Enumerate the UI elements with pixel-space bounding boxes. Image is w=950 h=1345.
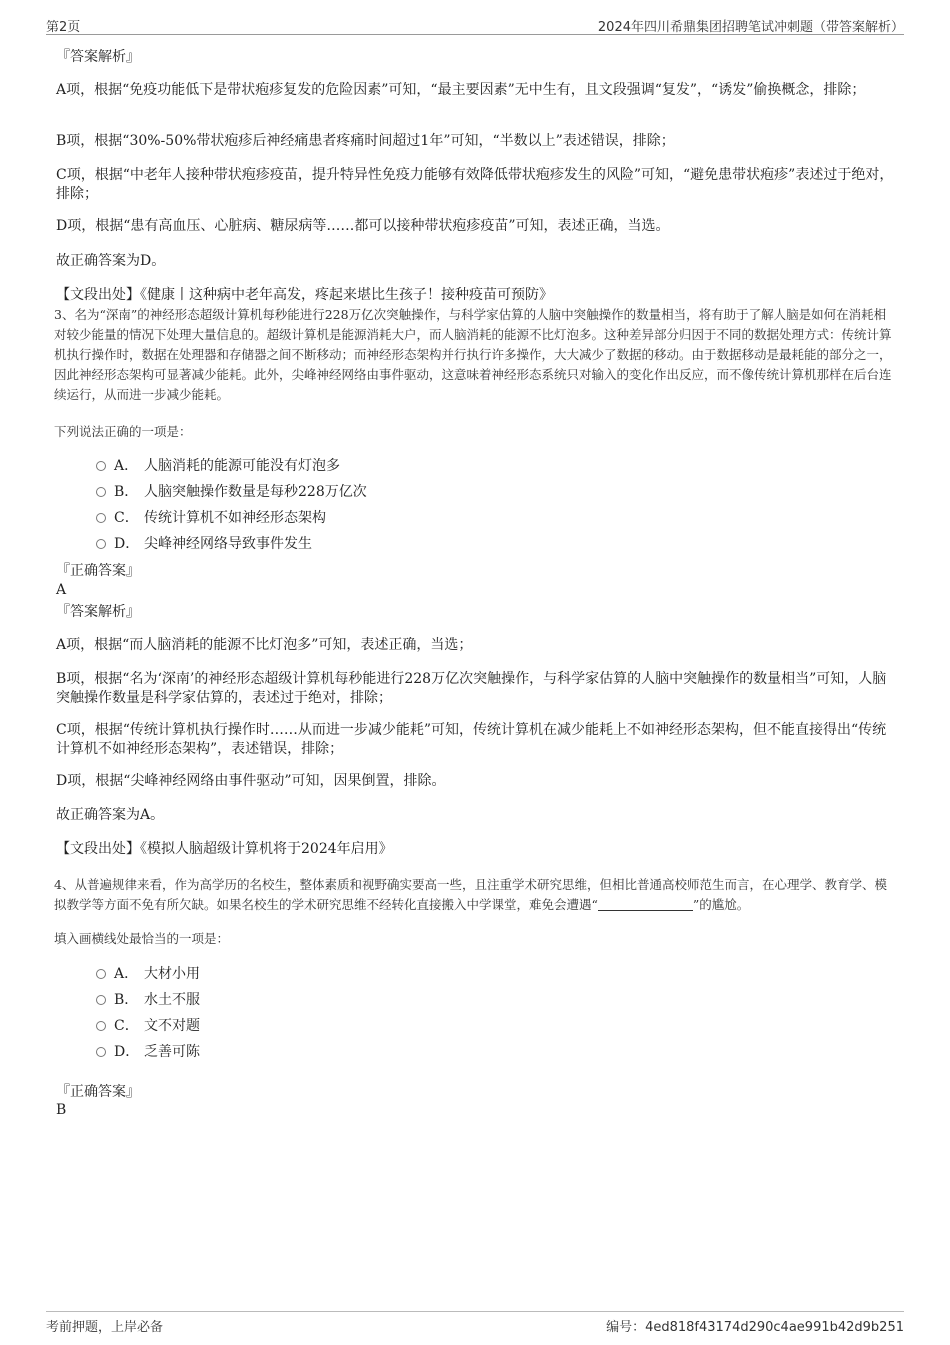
radio-icon[interactable]	[96, 513, 106, 523]
q3-source: 【文段出处】《模拟人脑超级计算机将于2024年启用》	[56, 841, 393, 857]
q3-answer: A	[56, 582, 67, 598]
q3-analysis-c: C项，根据“传统计算机执行操作时……从而进一步减少能耗”可知，传统计算机在减少能耗上不如神经形态架构，但不能直接得出“传统计算机不如神经形态架构”，表述错误，排除；	[56, 722, 887, 757]
radio-icon[interactable]	[96, 539, 106, 549]
q3-option-d[interactable]: D． 尖峰神经网络导致事件发生	[96, 534, 312, 554]
q4-option-a[interactable]: A． 大材小用	[96, 964, 200, 984]
q3-prompt: 下列说法正确的一项是：	[54, 424, 192, 439]
q3-analysis-b: B项，根据“名为‘深南’的神经形态超级计算机每秒能进行228万亿次突触操作，与科学家估算的人脑中突触操作的数量相当”可知，人脑突触操作数量是科学家估算的，表述过于绝对，排除；	[56, 671, 887, 706]
q2-analysis-title: 『答案解析』	[56, 49, 140, 65]
q4-passage: 4、从普遍规律来看，作为高学历的名校生，整体素质和视野确实要高一些，且注重学术研究思维，但相比普通高校师范生而言，在心理学、教育学、模拟教学等方面不免有所欠缺。如果名校生的学术研究思维不经转化直接搬入中学课堂，难免会遭遇“ ”的尴尬。	[54, 877, 887, 912]
q2-analysis-c: C项，根据“中老年人接种带状疱疹疫苗，提升特异性免疫力能够有效降低带状疱疹发生的风险”可知，“避免患带状疱疹”表述过于绝对，排除；	[56, 167, 894, 202]
radio-icon[interactable]	[96, 461, 106, 471]
q4-option-d[interactable]: D． 乏善可陈	[96, 1042, 200, 1062]
q2-analysis-b: B项，根据“30%-50%带状疱疹后神经痛患者疼痛时间超过1年”可知，“半数以上”表述错误，排除；	[56, 133, 675, 149]
q3-analysis-a: A项，根据“而人脑消耗的能源不比灯泡多”可知，表述正确，当选；	[56, 637, 473, 653]
q3-option-c[interactable]: C． 传统计算机不如神经形态架构	[96, 508, 326, 528]
footer-slogan: 考前押题，上岸必备	[46, 1320, 164, 1335]
q3-analysis-d: D项，根据“尖峰神经网络由事件驱动”可知，因果倒置，排除。	[56, 773, 446, 789]
q3-passage: 3、名为“深南”的神经形态超级计算机每秒能进行228万亿次突触操作，与科学家估算的人脑中突触操作的数量相当，将有助于了解人脑是如何在消耗相对较少能量的情况下处理大量信息的。超级计算机是能源消耗大户，而人脑消耗的能源不比灯泡多。这种差异部分归因于不同的数据处理方式：传统计算机执行操作时，数据在处理器和存储器之间不断移动；而神经形态架构并行执行许多操作，大大减少了数据的移动。由于数据移动是最耗能的部分之一，因此神经形态架构可显著减少能耗。此外，尖峰神经网络由事件驱动，这意味着神经形态系统只对输入的变化作出反应，而不像传统计算机那样在后台连续运行，从而进一步减少能耗。	[54, 307, 892, 402]
q4-prompt: 填入画横线处最恰当的一项是：	[54, 931, 230, 946]
q2-analysis-a: A项，根据“免疫功能低下是带状疱疹复发的危险因素”可知，“最主要因素”无中生有，且文段强调“复发”，“诱发”偷换概念，排除；	[56, 82, 866, 98]
q4-option-c[interactable]: C． 文不对题	[96, 1016, 200, 1036]
q2-conclusion: 故正确答案为D。	[56, 253, 166, 269]
page-footer	[46, 1311, 904, 1336]
page-header	[46, 14, 904, 35]
q4-answer-title: 『正确答案』	[56, 1084, 140, 1100]
document-title: 2024年四川希鼎集团招聘笔试冲刺题（带答案解析）	[597, 20, 904, 35]
footer-serial: 编号：4ed818f43174d290c4ae991b42d9b251	[606, 1320, 904, 1335]
q2-analysis-d: D项，根据“患有高血压、心脏病、糖尿病等……都可以接种带状疱疹疫苗”可知，表述正确，当选。	[56, 218, 670, 234]
q4-answer: B	[56, 1102, 67, 1118]
q3-option-b[interactable]: B． 人脑突触操作数量是每秒228万亿次	[96, 482, 367, 502]
fill-blank	[598, 898, 693, 911]
q3-answer-title: 『正确答案』	[56, 563, 140, 579]
q3-conclusion: 故正确答案为A。	[56, 807, 165, 823]
radio-icon[interactable]	[96, 995, 106, 1005]
q4-option-b[interactable]: B． 水土不服	[96, 990, 200, 1010]
radio-icon[interactable]	[96, 1021, 106, 1031]
q2-source: 【文段出处】《健康丨这种病中老年高发，疼起来堪比生孩子！接种疫苗可预防》	[56, 287, 553, 303]
page-number: 第2页	[46, 20, 81, 35]
radio-icon[interactable]	[96, 487, 106, 497]
radio-icon[interactable]	[96, 1047, 106, 1057]
q3-option-a[interactable]: A． 人脑消耗的能源可能没有灯泡多	[96, 456, 340, 476]
radio-icon[interactable]	[96, 969, 106, 979]
q3-analysis-title: 『答案解析』	[56, 604, 140, 620]
